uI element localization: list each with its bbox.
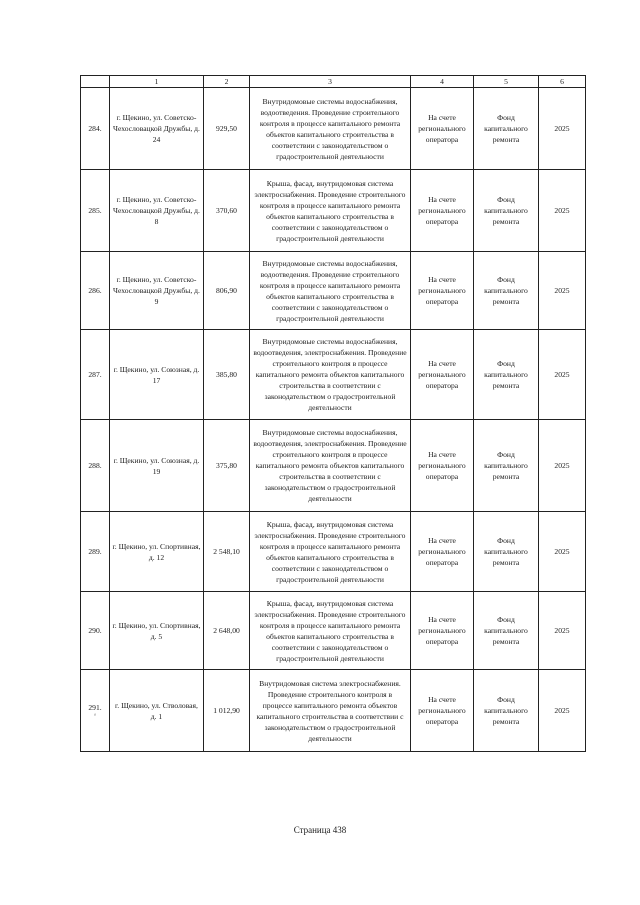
works-cell: Внутридомовые системы водоснабжения, водоотведения. Проведение строительного контроля в процессе капитального ремонта объектов капитального строительства в соответствии с законодательством о градостроительной деятельности bbox=[250, 252, 411, 330]
year-cell: 2025 bbox=[539, 670, 586, 752]
row-number: 287. bbox=[81, 330, 110, 420]
row-number: 286. bbox=[81, 252, 110, 330]
year-cell: 2025 bbox=[539, 592, 586, 670]
header-cell: 5 bbox=[474, 76, 539, 88]
area-cell: 385,80 bbox=[204, 330, 250, 420]
row-number: 288. bbox=[81, 420, 110, 512]
area-cell: 375,80 bbox=[204, 420, 250, 512]
year-cell: 2025 bbox=[539, 512, 586, 592]
year-cell: 2025 bbox=[539, 88, 586, 170]
year-cell: 2025 bbox=[539, 252, 586, 330]
row-number: 289. bbox=[81, 512, 110, 592]
source-cell: Фонд капитального ремонта bbox=[474, 670, 539, 752]
address-cell: г. Щекино, ул. Советско-Чехословацкой Дружбы, д. 9 bbox=[110, 252, 204, 330]
account-cell: На счете регионального оператора bbox=[411, 170, 474, 252]
area-cell: 2 648,00 bbox=[204, 592, 250, 670]
table-row bbox=[81, 670, 586, 752]
row-number: 291. bbox=[88, 703, 102, 712]
account-cell: На счете регионального оператора bbox=[411, 88, 474, 170]
table-row bbox=[81, 592, 586, 670]
account-cell: На счете регионального оператора bbox=[411, 330, 474, 420]
header-cell: 2 bbox=[204, 76, 250, 88]
header-cell: 3 bbox=[250, 76, 411, 88]
area-cell: 1 012,90 bbox=[204, 670, 250, 752]
row-number: 284. bbox=[81, 88, 110, 170]
account-cell: На счете регионального оператора bbox=[411, 670, 474, 752]
address-cell: г. Щекино, ул. Спортивная, д. 12 bbox=[110, 512, 204, 592]
source-cell: Фонд капитального ремонта bbox=[474, 512, 539, 592]
column-number-row bbox=[81, 76, 586, 88]
source-cell: Фонд капитального ремонта bbox=[474, 170, 539, 252]
table-row bbox=[81, 512, 586, 592]
account-cell: На счете регионального оператора bbox=[411, 420, 474, 512]
row-number: 290. bbox=[81, 592, 110, 670]
header-cell: 1 bbox=[110, 76, 204, 88]
account-cell: На счете регионального оператора bbox=[411, 592, 474, 670]
table-row bbox=[81, 170, 586, 252]
year-cell: 2025 bbox=[539, 170, 586, 252]
header-cell: 4 bbox=[411, 76, 474, 88]
table-row bbox=[81, 420, 586, 512]
source-cell: Фонд капитального ремонта bbox=[474, 420, 539, 512]
source-cell: Фонд капитального ремонта bbox=[474, 330, 539, 420]
page-number: Страница 438 bbox=[293, 825, 347, 835]
account-cell: На счете регионального оператора bbox=[411, 512, 474, 592]
header-cell: 6 bbox=[539, 76, 586, 88]
row-number: 285. bbox=[81, 170, 110, 252]
handwritten-mark: ᵃ bbox=[93, 713, 97, 719]
account-cell: На счете регионального оператора bbox=[411, 252, 474, 330]
area-cell: 929,50 bbox=[204, 88, 250, 170]
area-cell: 370,60 bbox=[204, 170, 250, 252]
table-row bbox=[81, 88, 586, 170]
works-cell: Внутридомовая система электроснабжения. Проведение строительного контроля в процессе капитального ремонта объектов капитального строительства в соответствии с законодательством о градостроительной деятельности bbox=[250, 670, 411, 752]
address-cell: г. Щекино, ул. Стволовая, д. 1 bbox=[110, 670, 204, 752]
source-cell: Фонд капитального ремонта bbox=[474, 592, 539, 670]
source-cell: Фонд капитального ремонта bbox=[474, 252, 539, 330]
address-cell: г. Щекино, ул. Советско-Чехословацкой Дружбы, д. 24 bbox=[110, 88, 204, 170]
table-row bbox=[81, 330, 586, 420]
year-cell: 2025 bbox=[539, 330, 586, 420]
works-cell: Крыша, фасад, внутридомовая система электроснабжения. Проведение строительного контроля в процессе капитального ремонта объектов капитального строительства в соответствии с законодательством о градостроительной деятельности bbox=[250, 592, 411, 670]
header-cell bbox=[81, 76, 110, 88]
table-row bbox=[81, 252, 586, 330]
works-cell: Внутридомовые системы водоснабжения, водоотведения, электроснабжения. Проведение строительного контроля в процессе капитального ремонта объектов капитального строительства в соответствии с законодательством о градостроительной деятельности bbox=[250, 420, 411, 512]
address-cell: г. Щекино, ул. Союзная, д. 17 bbox=[110, 330, 204, 420]
works-cell: Внутридомовые системы водоснабжения, водоотведения, электроснабжения. Проведение строительного контроля в процессе капитального ремонта объектов капитального строительства в соответствии с законодательством о градостроительной деятельности bbox=[250, 330, 411, 420]
address-cell: г. Щекино, ул. Союзная, д. 19 bbox=[110, 420, 204, 512]
year-cell: 2025 bbox=[539, 420, 586, 512]
source-cell: Фонд капитального ремонта bbox=[474, 88, 539, 170]
capital-repair-table bbox=[80, 75, 586, 752]
works-cell: Крыша, фасад, внутридомовая система электроснабжения. Проведение строительного контроля в процессе капитального ремонта объектов капитального строительства в соответствии с законодательством о градостроительной деятельности bbox=[250, 512, 411, 592]
row-number-cell bbox=[81, 670, 110, 752]
address-cell: г. Щекино, ул. Спортивная, д. 5 bbox=[110, 592, 204, 670]
address-cell: г. Щекино, ул. Советско-Чехословацкой Дружбы, д. 8 bbox=[110, 170, 204, 252]
area-cell: 2 548,10 bbox=[204, 512, 250, 592]
area-cell: 806,90 bbox=[204, 252, 250, 330]
works-cell: Внутридомовые системы водоснабжения, водоотведения. Проведение строительного контроля в процессе капитального ремонта объектов капитального строительства в соответствии с законодательством о градостроительной деятельности bbox=[250, 88, 411, 170]
works-cell: Крыша, фасад, внутридомовая система электроснабжения. Проведение строительного контроля в процессе капитального ремонта объектов капитального строительства в соответствии с законодательством о градостроительной деятельности bbox=[250, 170, 411, 252]
